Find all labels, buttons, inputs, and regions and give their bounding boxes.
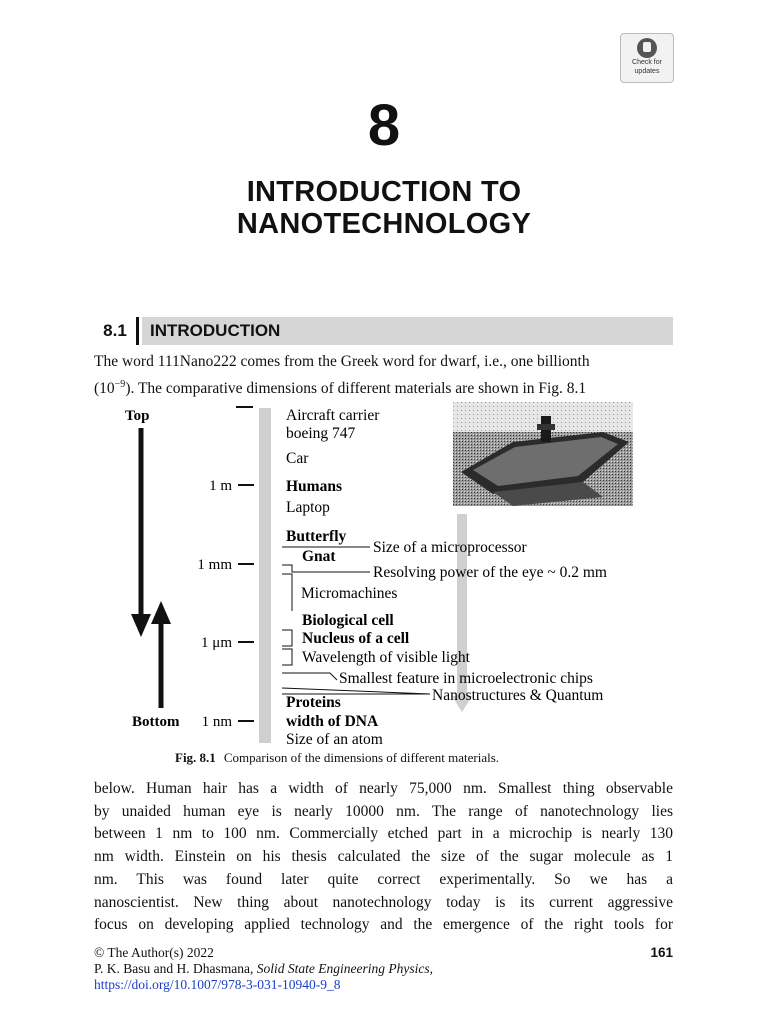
callout-microprocessor: Size of a microprocessor [373, 539, 527, 556]
item-car: Car [286, 450, 309, 467]
down-arrow-head [131, 614, 151, 637]
tick-label-1um: 1 μm [201, 635, 232, 651]
scale-diagram-svg [0, 396, 768, 756]
item-boeing-747: boeing 747 [286, 425, 356, 442]
item-proteins: Proteins [286, 694, 341, 711]
body-line-2: by unaided human eye is nearly 10000 nm. The range of nanotechnology lies [94, 802, 673, 820]
intro-line-2: $(10^{-9})$. The comparative dimensions of different materials are shown in Fig. 8.1 [94, 378, 587, 397]
chapter-title-line-1: INTRODUCTION TO [246, 176, 522, 208]
badge-label-2: updates [634, 68, 660, 75]
body-line-5: nm. This was found later quite correct experimentally. So we has a [94, 870, 673, 888]
body-line-7: focus on developing applied technology and the emergence of the right tools for [94, 916, 673, 934]
smallest-feature-leader [282, 673, 337, 680]
copyright-line: © The Author(s) 2022 [94, 945, 214, 960]
up-arrow-head [151, 601, 171, 624]
chapter-title-line-2: NANOTECHNOLOGY [236, 208, 532, 240]
citation-line: P. K. Basu and H. Dhasmana, Solid State Engineering Physics, [94, 961, 433, 976]
chapter-title [0, 176, 768, 240]
section-number: 8.1 [94, 317, 139, 345]
figure-caption [175, 750, 499, 766]
tick-label-1nm: 1 nm [201, 714, 232, 730]
top-label: Top [125, 408, 150, 424]
caption-text: Comparison of the dimensions of different materials. [223, 750, 500, 765]
item-butterfly: Butterfly [286, 528, 347, 545]
intro-paragraph [94, 351, 673, 401]
item-width-of-dna: width of DNA [286, 713, 379, 730]
callout-resolving-power: Resolving power of the eye ~ 0.2 mm [373, 564, 607, 581]
badge-label-1: Check for [632, 59, 662, 66]
body-line-4: nm width. Einstein on his thesis calculated the size of the sugar molecule as 1 [94, 848, 673, 866]
body-line-3: between 1 nm to 100 nm. Commercially etched part in a microchip is nearly 130 [94, 825, 673, 843]
item-wavelength: Wavelength of visible light [302, 649, 470, 666]
nucleus-bracket [282, 630, 292, 646]
item-biological-cell: Biological cell [302, 612, 394, 629]
book-title: Solid State Engineering Physics [256, 961, 430, 976]
wavelength-bracket [282, 649, 292, 665]
tick-label-1m: 1 m [209, 478, 232, 494]
figure-scale-diagram [0, 396, 768, 756]
body-line-6: nanoscientist. New thing about nanotechnology today is its current aggressive [94, 893, 673, 911]
item-size-of-atom: Size of an atom [286, 731, 383, 748]
page-footer [94, 945, 673, 993]
section-title: INTRODUCTION [142, 317, 673, 345]
item-aircraft-carrier: Aircraft carrier [286, 407, 380, 424]
chapter-number: 8 [367, 93, 401, 158]
item-micromachines: Micromachines [301, 585, 398, 602]
doi-link[interactable]: https://doi.org/10.1007/978-3-031-10940-9_8 [94, 977, 341, 992]
callout-smallest-feature: Smallest feature in microelectronic chips [339, 670, 593, 687]
tick-label-1mm: 1 mm [197, 557, 232, 573]
intro-line-1: The word 111Nano222 comes from the Greek word for dwarf, i.e., one billionth [94, 353, 590, 370]
page-number: 161 [650, 945, 673, 960]
body-line-1: below. Human hair has a width of nearly 75,000 nm. Smallest thing observable [94, 780, 673, 797]
body-paragraph [94, 778, 673, 937]
caption-label: Fig. 8.1 [175, 750, 216, 765]
micromachines-bracket [282, 574, 292, 611]
item-humans: Humans [286, 478, 342, 495]
item-gnat: Gnat [302, 548, 336, 565]
bottom-label: Bottom [132, 714, 180, 730]
aircraft-carrier-photo [453, 402, 633, 506]
scale-bar [259, 408, 271, 743]
item-nucleus: Nucleus of a cell [302, 630, 410, 647]
item-laptop: Laptop [286, 499, 330, 516]
callout-nanostructures: Nanostructures & Quantum [432, 687, 604, 704]
resolving-power-leader [282, 565, 370, 572]
bookmark-icon [637, 38, 657, 58]
section-heading [94, 317, 673, 345]
check-for-updates-badge[interactable] [620, 33, 674, 83]
